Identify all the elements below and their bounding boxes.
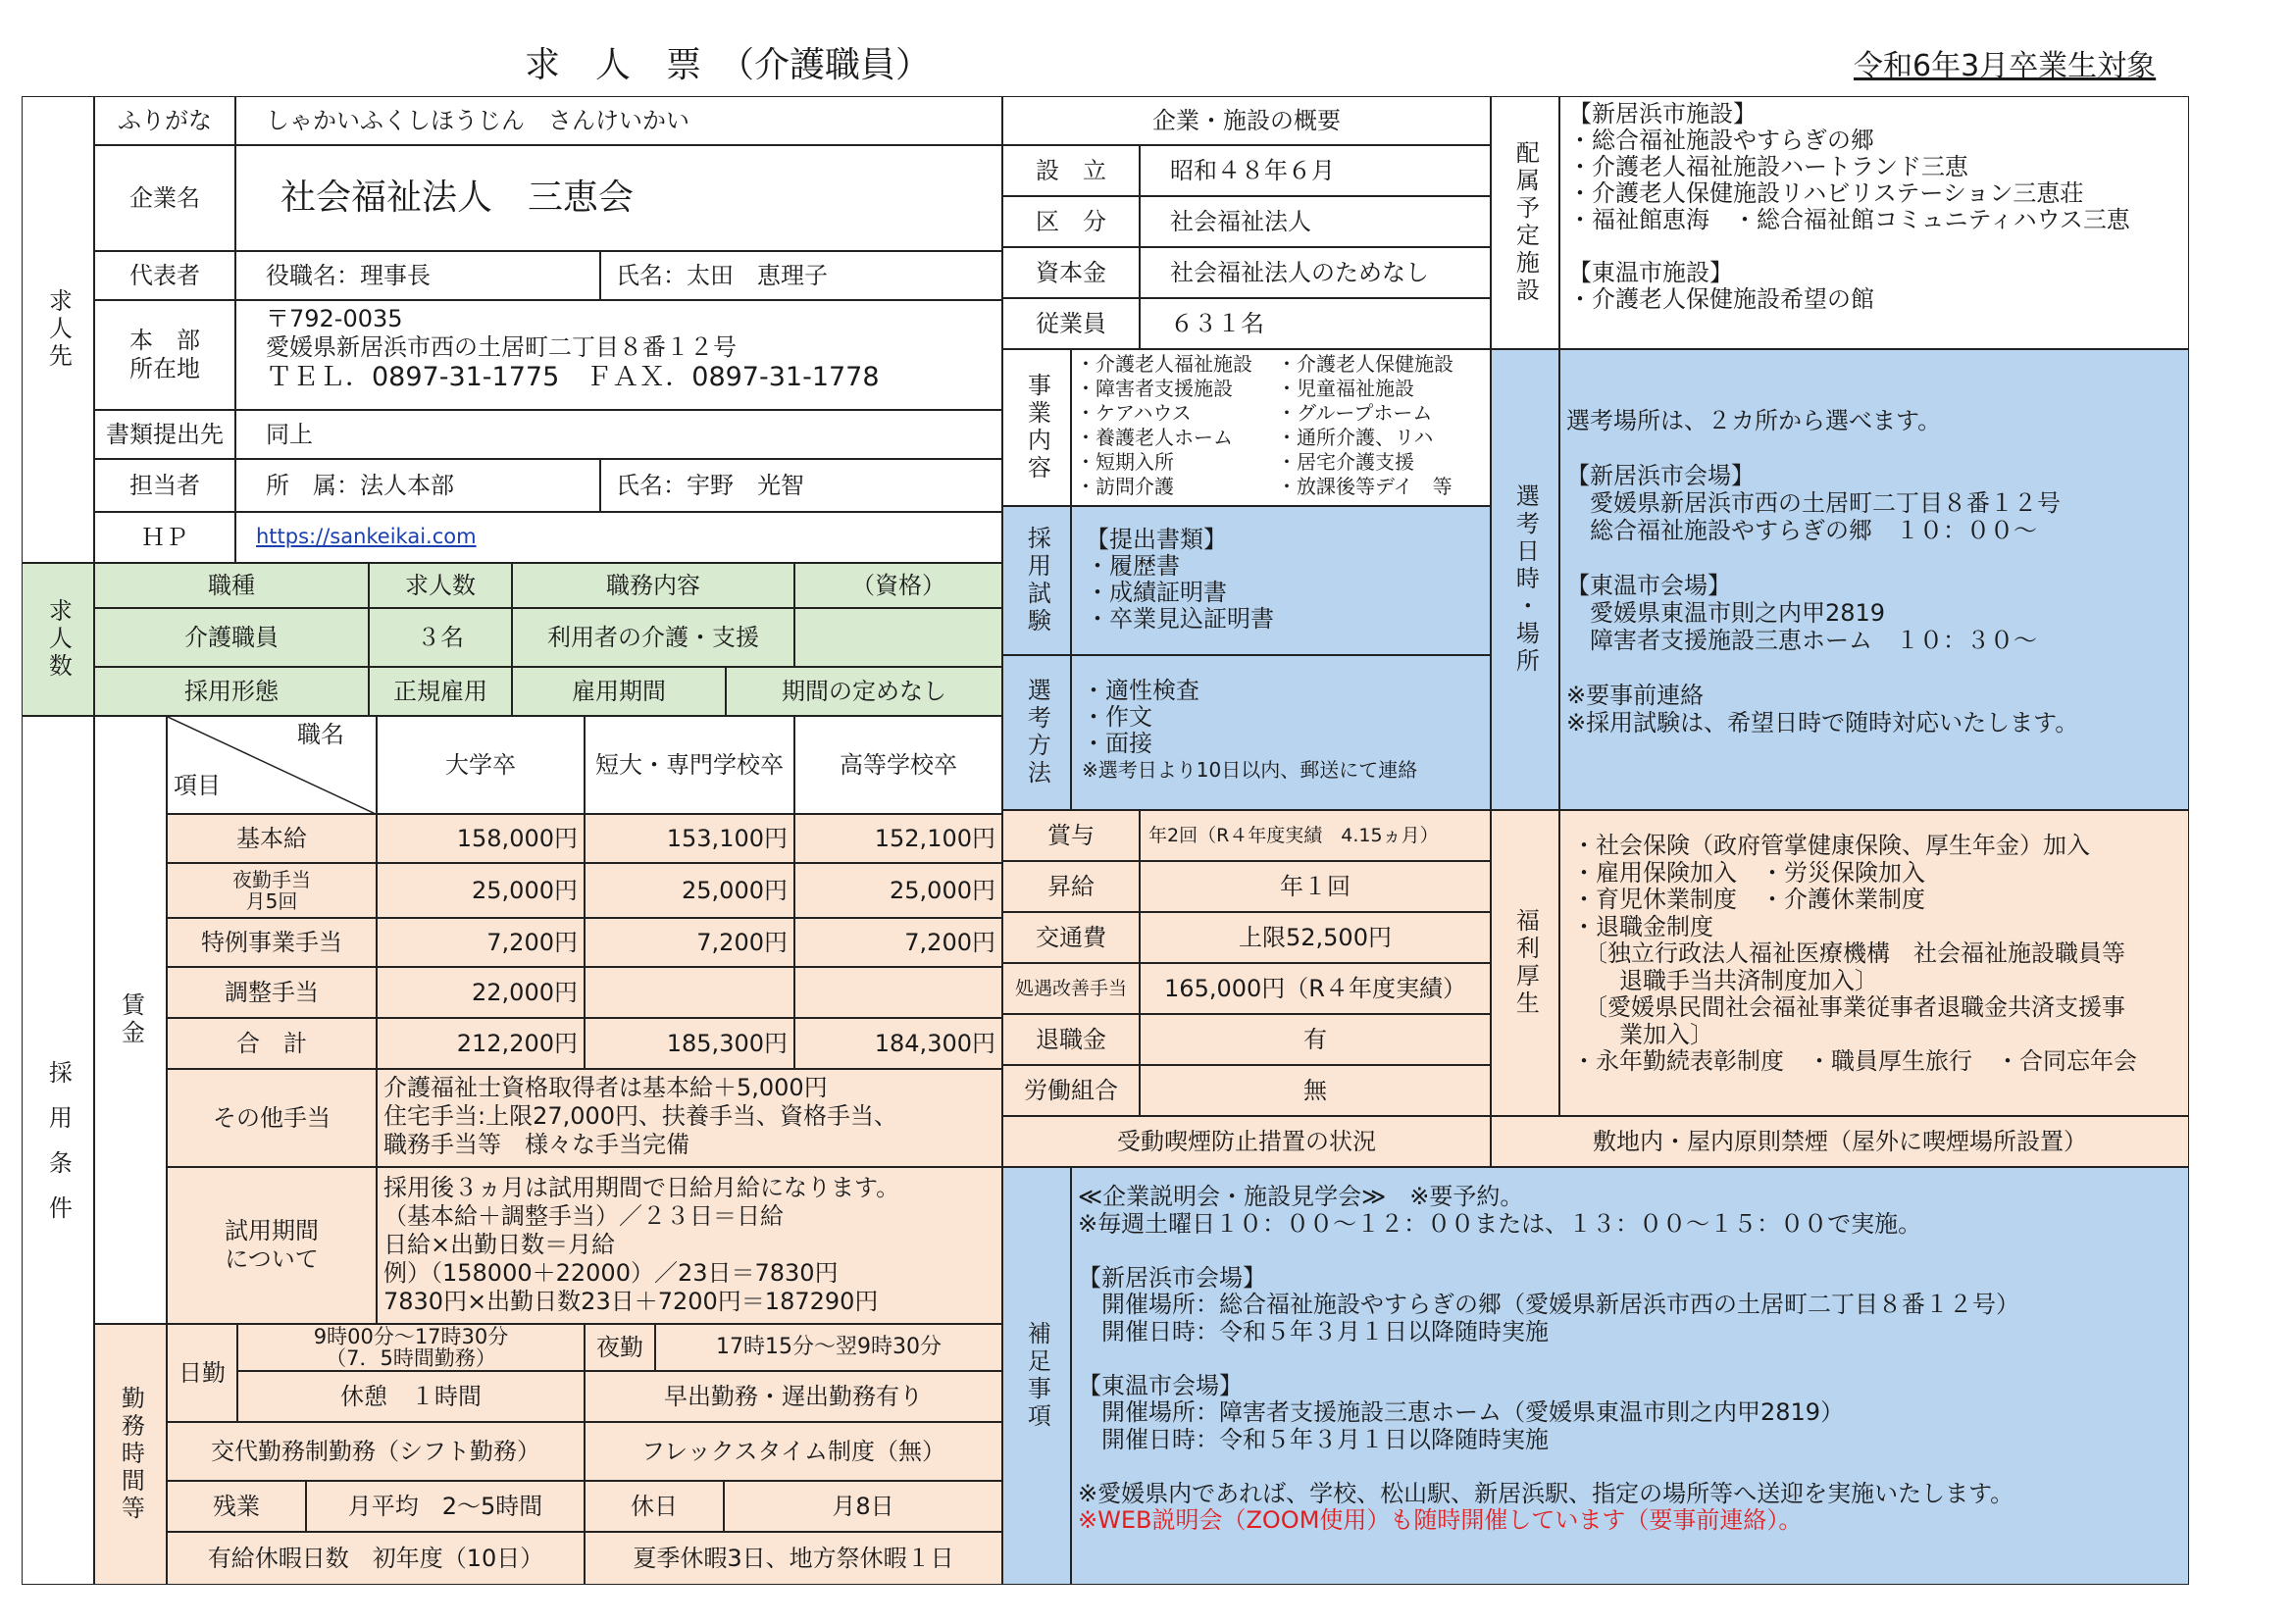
business-item: ・児童福祉施設 (1277, 377, 1414, 400)
note-line (1078, 1345, 2182, 1373)
other-allowance-list (377, 1069, 1002, 1167)
welfare-list (1559, 810, 2189, 1116)
business-item: ・介護老人福祉施設 (1076, 352, 1252, 376)
raise-value: 年１回 (1140, 861, 1491, 912)
welfare-line: ・永年勤続表彰制度 ・職員厚生旅行 ・合同忘年会 (1572, 1047, 2137, 1075)
note-line: ※愛媛県内であれば、学校、松山駅、新居浜駅、指定の場所等へ送迎を実施いたします。 (1078, 1479, 2014, 1507)
rep-title: 役職名：理事長 (235, 251, 600, 300)
period-label: 雇用期間 (512, 667, 726, 716)
type-value: 社会福祉法人 (1140, 196, 1491, 247)
special-university: 7,200円 (377, 918, 585, 967)
summer-leave: 夏季休暇3日、地方祭休暇１日 (585, 1532, 1002, 1585)
method-item: ・作文 (1082, 703, 1152, 731)
row-label-special: 特例事業手当 (167, 918, 377, 967)
page-title: 求 人 票 （介護職員） (525, 45, 932, 85)
note-line: ≪企業説明会・施設見学会≫ ※要予約。 (1078, 1183, 1524, 1210)
schedule-line: 【東温市会場】 (1566, 572, 1731, 599)
h-count: 求人数 (369, 563, 512, 608)
facility-line: ・介護老人保健施設希望の館 (1568, 285, 1874, 313)
diagonal-header (167, 716, 377, 814)
row-label-total: 合 計 (167, 1018, 377, 1069)
col-university: 大学卒 (377, 716, 585, 814)
special-high-school: 7,200円 (794, 918, 1002, 967)
break-time: 休憩 １時間 (237, 1371, 585, 1422)
schedule-line: 障害者支援施設三恵ホーム １０：３０〜 (1566, 627, 2037, 654)
adjust-university: 22,000円 (377, 967, 585, 1018)
note-line: 開催場所：障害者支援施設三恵ホーム（愛媛県東温市則之内甲2819） (1078, 1398, 1845, 1426)
company-name-value: 社会福祉法人 三恵会 (235, 145, 1002, 251)
facility-line: ・総合福祉施設やすらぎの郷 (1568, 127, 1874, 154)
union-value: 無 (1140, 1065, 1491, 1116)
welfare-line: ・社会保険（政府管掌健康保険、厚生年金）加入 (1572, 832, 2090, 859)
welfare-label: 福利厚生 (1491, 810, 1559, 1116)
notes-label: 補足事項 (1002, 1167, 1071, 1585)
web-seminar-note: ※WEB説明会（ZOOM使用）も随時開催しています（要事前連絡）。 (1078, 1506, 1803, 1534)
exam-document-item: ・履歴書 (1086, 552, 1180, 580)
smoking-value: 敷地内・屋内原則禁煙（屋外に喫煙場所設置） (1491, 1116, 2189, 1167)
schedule-line (1566, 434, 2182, 462)
day-label: 日勤 (167, 1324, 237, 1422)
welfare-line: 〔独立行政法人福祉医療機構 社会福祉施設職員等 (1572, 939, 2125, 967)
bonus-value: 年2回（R４年度実績 4.15ヵ月） (1140, 810, 1491, 861)
trial-line: 採用後３ヵ月は試用期間で日給月給になります。 (383, 1174, 900, 1201)
special-junior-college: 7,200円 (585, 918, 794, 967)
h-job: 職種 (94, 563, 369, 608)
base-high-school: 152,100円 (794, 814, 1002, 863)
exam-document-item: ・卒業見込証明書 (1086, 605, 1274, 633)
schedule-label: 選考日時・場所 (1491, 349, 1559, 810)
duty-value: 利用者の介護・支援 (512, 608, 794, 667)
raise-label: 昇給 (1002, 861, 1140, 912)
smoking-label: 受動喫煙防止措置の状況 (1002, 1116, 1491, 1167)
capital-value: 社会福祉法人のためなし (1140, 247, 1491, 298)
address: 愛媛県新居浜市西の土居町二丁目８番１２号 (266, 332, 737, 361)
emp-value: 正規雇用 (369, 667, 512, 716)
schedule-line: 選考場所は、２カ所から選べます。 (1566, 407, 1942, 434)
docs-label: 書類提出先 (94, 410, 235, 459)
method-list (1071, 655, 1491, 810)
method-items (1082, 678, 1484, 757)
rep-name: 氏名：太田 恵理子 (600, 251, 1002, 300)
night-junior-college: 25,000円 (585, 863, 794, 918)
rep-label: 代表者 (94, 251, 235, 300)
method-label: 選考方法 (1002, 655, 1071, 810)
schedule-line: 【新居浜市会場】 (1566, 462, 1755, 489)
hq-label: 本 部 所在地 (94, 300, 235, 410)
note-line: ※毎週土曜日１０：００〜１２：００または、１３：００〜１５：００で実施。 (1078, 1209, 1922, 1238)
welfare-line: 退職手当共済制度加入〕 (1572, 966, 1878, 994)
schedule-line: 愛媛県新居浜市西の土居町二丁目８番１２号 (1566, 489, 2061, 517)
contact-name: 氏名：宇野 光智 (600, 459, 1002, 512)
night-time: 17時15分〜翌9時30分 (655, 1324, 1002, 1371)
facility-line: 【東温市施設】 (1568, 259, 1733, 286)
staff-label: 従業員 (1002, 298, 1140, 349)
facility-line: ・介護老人保健施設リハビリステーション三恵荘 (1568, 179, 2084, 207)
overview-header: 企業・施設の概要 (1002, 96, 1491, 145)
hours-label: 勤務時間等 (94, 1324, 167, 1585)
business-item: ・訪問介護 (1076, 475, 1174, 498)
method-item: ・適性検査 (1082, 677, 1199, 704)
schedule-line: 愛媛県東温市則之内甲2819 (1566, 599, 1886, 627)
adjust-high-school (794, 967, 1002, 1018)
other-allowance-line: 職務手当等 様々な手当完備 (383, 1131, 689, 1158)
exam-documents (1071, 506, 1491, 655)
staff-value: ６３１名 (1140, 298, 1491, 349)
wage-label: 賃金 (94, 716, 167, 1324)
base-junior-college: 153,100円 (585, 814, 794, 863)
business-item: ・居宅介護支援 (1277, 450, 1414, 474)
business-item: ・介護老人保健施設 (1277, 352, 1453, 376)
paid-leave: 有給休暇日数 初年度（10日） (167, 1532, 585, 1585)
target-label: 令和6年3月卒業生対象 (1854, 49, 2157, 83)
h-qual: （資格） (794, 563, 1002, 608)
notes-items (1078, 1184, 2182, 1507)
facility-line: 【新居浜市施設】 (1568, 100, 1757, 127)
note-line: 開催日時：令和５年３月１日以降随時実施 (1078, 1317, 1549, 1345)
contact-dept: 所 属：法人本部 (235, 459, 600, 512)
welfare-line: ・育児休業制度 ・介護休業制度 (1572, 886, 1925, 913)
note-line: 開催日時：令和５年３月１日以降随時実施 (1078, 1425, 1549, 1453)
business-item: ・ケアハウス (1076, 401, 1192, 425)
note-line (1078, 1238, 2182, 1265)
method-note: ※選考日より10日以内、郵送にて連絡 (1082, 758, 1418, 782)
day-time: 9時00分〜17時30分 （7．5時間勤務） (237, 1324, 585, 1371)
job-value: 介護職員 (94, 608, 369, 667)
other-allowance-label: その他手当 (167, 1069, 377, 1167)
schedule-line: ※要事前連絡 (1566, 682, 1705, 709)
conditions-side-label: 採用条件 (22, 716, 94, 1585)
retirement-label: 退職金 (1002, 1014, 1140, 1065)
other-allowance-line: 住宅手当:上限27,000円、扶養手当、資格手当、 (383, 1102, 898, 1130)
company-side-label: 求人先 (22, 96, 94, 563)
notes-list (1071, 1167, 2189, 1585)
trial-line: 例）（158000＋22000）／23日＝7830円 (383, 1259, 839, 1287)
overtime-label: 残業 (167, 1481, 306, 1532)
facilities-label: 配属予定施設 (1491, 96, 1559, 349)
openings-side-label: 求人数 (22, 563, 94, 716)
trial-line: 7830円×出勤日数23日＋7200円＝187290円 (383, 1288, 879, 1315)
schedule-line (1566, 654, 2182, 682)
business-item: ・通所介護、リハ (1277, 426, 1434, 449)
qual-value (794, 608, 1002, 667)
contact-label: 担当者 (94, 459, 235, 512)
treatment-value: 165,000円（R４年度実績） (1140, 963, 1491, 1014)
welfare-line: ・雇用保険加入 ・労災保険加入 (1572, 858, 1925, 887)
transport-value: 上限52,500円 (1140, 912, 1491, 963)
tel-fax: ＴＥＬ．0897-31-1775 ＦＡＸ．0897-31-1778 (266, 361, 880, 392)
col-junior-college: 短大・専門学校卒 (585, 716, 794, 814)
schedule-line: ※採用試験は、希望日時で随時対応いたします。 (1566, 709, 2079, 736)
note-line: 【東温市会場】 (1078, 1371, 1243, 1399)
homepage-link[interactable]: https://sankeikai.com (256, 525, 477, 549)
furigana-value: しゃかいふくしほうじん さんけいかい (235, 96, 1002, 145)
holiday-label: 休日 (585, 1481, 724, 1532)
est-label: 設 立 (1002, 145, 1140, 196)
postal-code: 〒792-0035 (266, 305, 403, 332)
note-line: 開催場所：総合福祉施設やすらぎの郷（愛媛県新居浜市西の土居町二丁目８番１２号） (1078, 1291, 2019, 1318)
hq-address (235, 300, 1002, 410)
business-label: 事業内容 (1002, 349, 1071, 506)
retirement-value: 有 (1140, 1014, 1491, 1065)
adjust-junior-college (585, 967, 794, 1018)
facility-line (1568, 233, 2180, 260)
transport-label: 交通費 (1002, 912, 1140, 963)
count-value: ３名 (369, 608, 512, 667)
trial-list (377, 1167, 1002, 1324)
business-item: ・養護老人ホーム (1076, 426, 1233, 449)
note-line: 【新居浜市会場】 (1078, 1263, 1266, 1292)
schedule-line (1566, 544, 2182, 572)
exam-document-item: 【提出書類】 (1086, 526, 1227, 553)
type-label: 区 分 (1002, 196, 1140, 247)
business-item: ・障害者支援施設 (1076, 377, 1233, 400)
company-name-label: 企業名 (94, 145, 235, 251)
period-value: 期間の定めなし (726, 667, 1002, 716)
trial-label: 試用期間 について (167, 1167, 377, 1324)
col-high-school: 高等学校卒 (794, 716, 1002, 814)
shift-system: 交代勤務制勤務（シフト勤務） (167, 1422, 585, 1481)
flex-system: フレックスタイム制度（無） (585, 1422, 1002, 1481)
bonus-label: 賞与 (1002, 810, 1140, 861)
method-item: ・面接 (1082, 730, 1152, 757)
total-high-school: 184,300円 (794, 1018, 1002, 1069)
trial-line: 日給×出勤日数＝月給 (383, 1231, 616, 1258)
night-label: 夜勤 (585, 1324, 655, 1371)
early-late-shift: 早出勤務・遅出勤務有り (585, 1371, 1002, 1422)
facility-line: ・介護老人福祉施設ハートランド三恵 (1568, 153, 1968, 180)
row-label-adjust: 調整手当 (167, 967, 377, 1018)
schedule-line: 総合福祉施設やすらぎの郷 １０：００〜 (1566, 517, 2037, 544)
base-university: 158,000円 (377, 814, 585, 863)
diag-bottom-label: 項目 (174, 772, 221, 799)
row-label-base: 基本給 (167, 814, 377, 863)
furigana-label: ふりがな (94, 96, 235, 145)
row-label-night: 夜勤手当 月5回 (167, 863, 377, 918)
business-left-column (1076, 352, 1277, 499)
est-value: 昭和４８年６月 (1140, 145, 1491, 196)
capital-label: 資本金 (1002, 247, 1140, 298)
other-allowance-line: 介護福祉士資格取得者は基本給＋5,000円 (383, 1074, 828, 1101)
welfare-line: 業加入〕 (1572, 1020, 1713, 1048)
business-item: ・短期入所 (1076, 450, 1174, 474)
business-item: ・放課後等デイ 等 (1277, 475, 1453, 498)
night-high-school: 25,000円 (794, 863, 1002, 918)
business-list (1071, 349, 1491, 506)
night-university: 25,000円 (377, 863, 585, 918)
trial-line: （基本給＋調整手当）／２３日＝日給 (383, 1202, 784, 1230)
holiday-value: 月8日 (724, 1481, 1002, 1532)
diag-top-label: 職名 (297, 721, 344, 748)
note-line (1078, 1453, 2182, 1481)
schedule-list (1559, 349, 2189, 810)
total-university: 212,200円 (377, 1018, 585, 1069)
exam-document-item: ・成績証明書 (1086, 579, 1227, 606)
business-item: ・グループホーム (1277, 401, 1433, 425)
hp-label: ＨＰ (94, 512, 235, 563)
overtime-value: 月平均 2〜5時間 (306, 1481, 585, 1532)
emp-label: 採用形態 (94, 667, 369, 716)
total-junior-college: 185,300円 (585, 1018, 794, 1069)
facilities-list (1559, 96, 2189, 349)
union-label: 労働組合 (1002, 1065, 1140, 1116)
welfare-line: 〔愛媛県民間社会福祉事業従事者退職金共済支援事 (1572, 993, 2125, 1021)
h-duty: 職務内容 (512, 563, 794, 608)
business-right-column (1277, 352, 1453, 499)
exam-label: 採用試験 (1002, 506, 1071, 655)
treatment-label: 処遇改善手当 (1002, 963, 1140, 1014)
welfare-line: ・退職金制度 (1572, 912, 1713, 940)
facility-line: ・福祉館恵海 ・総合福祉館コミュニティハウス三恵 (1568, 206, 2130, 233)
docs-value: 同上 (235, 410, 1002, 459)
